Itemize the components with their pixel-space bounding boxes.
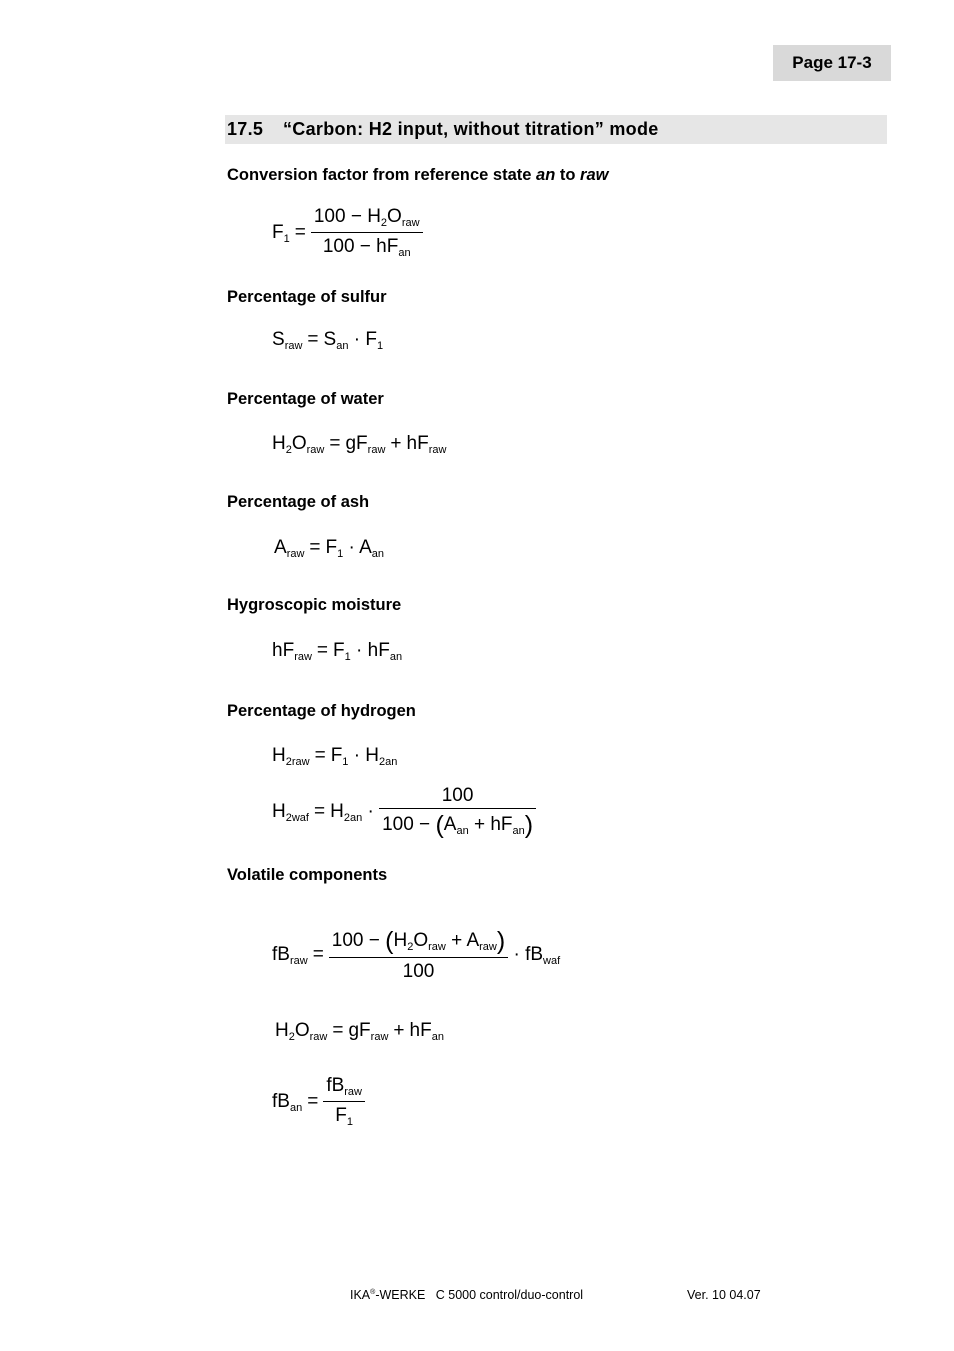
footer-version: Ver. 10 04.07: [687, 1288, 761, 1302]
heading-sulfur: Percentage of sulfur: [227, 288, 387, 306]
footer-product: IKA®-WERKE C 5000 control/duo-control: [350, 1288, 584, 1302]
page-label: Page 17-3: [792, 53, 872, 72]
formula-water: $H_2O_{raw} = gF_{raw} + hF_{raw}$: [272, 433, 447, 456]
formula-conversion-factor: $F_1$ = $\frac{100 - H_2O_{raw}}{100 - hF_{an}}$: [272, 207, 423, 259]
formula-hygroscopic: $hF_{raw} = F_1 \cdot hF_{an}$: [272, 640, 403, 663]
formula-volatile-raw: $fB_{raw}$ = $\frac{100 - (H_2O_{raw} + A_{raw})}{100}$ · $fB_{waf}$: [272, 927, 561, 982]
heading-volatile: Volatile components: [227, 866, 388, 884]
formula-water-volatile: $H_2O_{raw} = gF_{raw} + hF_{an}$: [275, 1020, 444, 1043]
formula-ash: $A_{raw} = F_1 \cdot A_{an}$: [274, 537, 385, 560]
heading-hydrogen: Percentage of hydrogen: [227, 702, 416, 720]
heading-water: Percentage of water: [227, 390, 384, 408]
heading-conversion-factor: Conversion factor from reference state an to raw: [227, 166, 609, 184]
page-number-box: [773, 45, 891, 81]
formula-hydrogen-raw: $H_{2raw} = F_1 \cdot H_{2an}$: [272, 745, 398, 768]
heading-ash: Percentage of ash: [227, 493, 370, 511]
formula-hydrogen-waf: $H_{2waf} = H_{2an}$ · $\frac{100}{100 - (A_{an} + hF_{an})}$: [272, 786, 536, 838]
section-number: 17.5: [227, 119, 264, 139]
formula-sulfur: $S_{raw} = S_{an} \cdot F_1$: [272, 329, 384, 352]
section-header: [225, 115, 887, 144]
section-title: “Carbon: H2 input, without titration” mode: [283, 119, 659, 139]
formula-volatile-an: $fB_{an}$ = $\frac{fB_{raw}}{F_1}$: [272, 1076, 365, 1128]
heading-hygroscopic: Hygroscopic moisture: [227, 596, 402, 614]
